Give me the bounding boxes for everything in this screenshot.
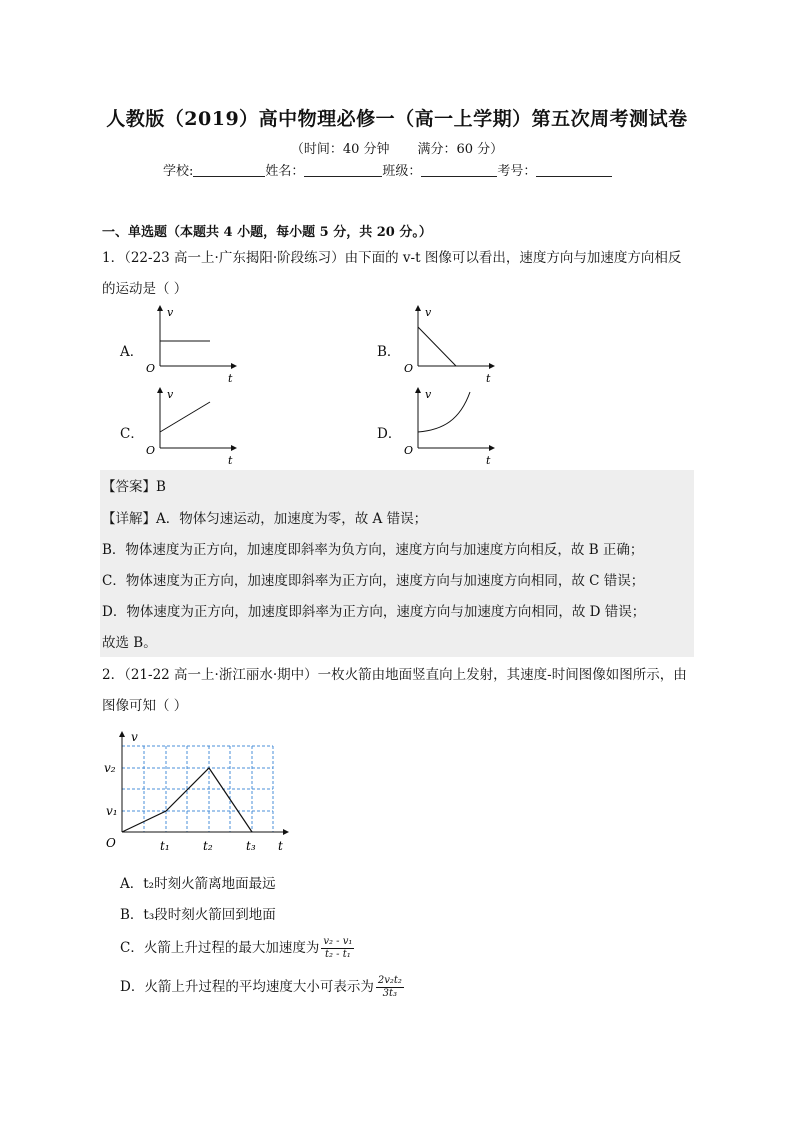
q1a-t-label: t: [228, 372, 233, 385]
q1-option-c-label: C．: [120, 426, 144, 442]
q1d-v-label: v: [425, 388, 432, 401]
answer-line: 【答案】B: [102, 479, 166, 495]
id-label: 考号：: [497, 164, 537, 179]
q1-stem-line1: 1．（22-23 高一上·广东揭阳·阶段练习）由下面的 v-t 图像可以看出，速度方向与加速度方向相反: [102, 250, 682, 266]
q2d-denominator: 3t₃: [382, 988, 398, 999]
q2-v1-label: v₁: [106, 804, 118, 818]
q2-option-d: [120, 975, 404, 1000]
q2c-denominator: t₂ - t₁: [324, 949, 351, 960]
q1-option-b-label: B．: [377, 344, 401, 360]
exam-title: 人教版（2019）高中物理必修一（高一上学期）第五次周考测试卷: [106, 108, 688, 130]
detail-c: C．物体速度为正方向，加速度即斜率为正方向，速度方向与加速度方向相同，故 C 错误；: [102, 573, 645, 589]
q1-graph-d: [398, 382, 508, 470]
q2-t3-label: t₃: [246, 839, 256, 853]
q2-option-c: [120, 936, 354, 961]
q2-stem-line1: 2．（21-22 高一上·浙江丽水·期中）一枚火箭由地面竖直向上发射，其速度-时间图像如图所示，由: [102, 667, 687, 683]
q2-stem-line2: 图像可知（ ）: [102, 698, 188, 714]
q2-option-b: B．t₃段时刻火箭回到地面: [120, 907, 276, 923]
school-blank[interactable]: [193, 163, 265, 177]
q2-t2-label: t₂: [203, 839, 213, 853]
conclusion: 故选 B。: [102, 635, 157, 651]
class-blank[interactable]: [421, 163, 497, 177]
q1a-origin: O: [146, 362, 156, 375]
q1-option-d-label: D．: [377, 426, 402, 442]
q2-vt-graph: [100, 726, 300, 856]
exam-time: （时间：40 分钟: [290, 142, 390, 157]
q1-stem-line2: 的运动是（ ）: [102, 281, 188, 297]
q2-v2-label: v₂: [104, 761, 116, 775]
detail-a: 【详解】A．物体匀速运动，加速度为零，故 A 错误；: [102, 511, 428, 527]
answer-panel: [100, 470, 694, 657]
q1c-origin: O: [146, 444, 156, 457]
q2-origin: O: [106, 836, 116, 850]
id-blank[interactable]: [536, 163, 612, 177]
exam-subtitle: [0, 138, 794, 157]
q1a-v-label: v: [167, 306, 174, 319]
q2-option-d-fraction: [376, 975, 404, 1000]
grid: [122, 746, 273, 832]
school-label: 学校:: [163, 164, 194, 179]
class-label: 班级：: [382, 164, 422, 179]
section-heading: 一、单选题（本题共 4 小题，每小题 5 分，共 20 分。）: [102, 225, 432, 240]
q1-option-a-label: A．: [120, 344, 144, 360]
q2-t-label: t: [278, 839, 283, 853]
q2d-numerator: 2v₂t₂: [377, 975, 402, 986]
name-blank[interactable]: [304, 163, 382, 177]
q1b-origin: O: [404, 362, 414, 375]
q1c-v-label: v: [167, 388, 174, 401]
q1b-series-line: [418, 327, 456, 366]
q1b-t-label: t: [486, 372, 491, 385]
q2-option-d-text: D．火箭上升过程的平均速度大小可表示为: [120, 979, 374, 995]
student-info-line: [163, 160, 612, 179]
q2-option-a: A．t₂时刻火箭离地面最远: [120, 876, 276, 892]
q2c-numerator: v₂ - v₁: [323, 936, 353, 947]
q2-t1-label: t₁: [160, 839, 170, 853]
q1c-series-line: [160, 402, 210, 432]
q1d-t-label: t: [486, 454, 491, 467]
detail-d: D．物体速度为正方向，加速度即斜率为正方向，速度方向与加速度方向相同，故 D 错误；: [102, 604, 646, 620]
name-label: 姓名：: [265, 164, 305, 179]
q1b-v-label: v: [425, 306, 432, 319]
exam-score: 满分：60 分）: [417, 142, 504, 157]
detail-b: B．物体速度为正方向，加速度即斜率为负方向，速度方向与加速度方向相反，故 B 正确；: [102, 542, 644, 558]
q2-v-label: v: [131, 730, 138, 744]
q1-graph-a: [140, 300, 250, 388]
q1d-origin: O: [404, 444, 414, 457]
q2-option-c-fraction: [321, 936, 354, 961]
q1-graph-b: [398, 300, 508, 388]
q2-option-c-text: C．火箭上升过程的最大加速度为: [120, 940, 320, 956]
q1-graph-c: [140, 382, 250, 470]
q1c-t-label: t: [228, 454, 233, 467]
